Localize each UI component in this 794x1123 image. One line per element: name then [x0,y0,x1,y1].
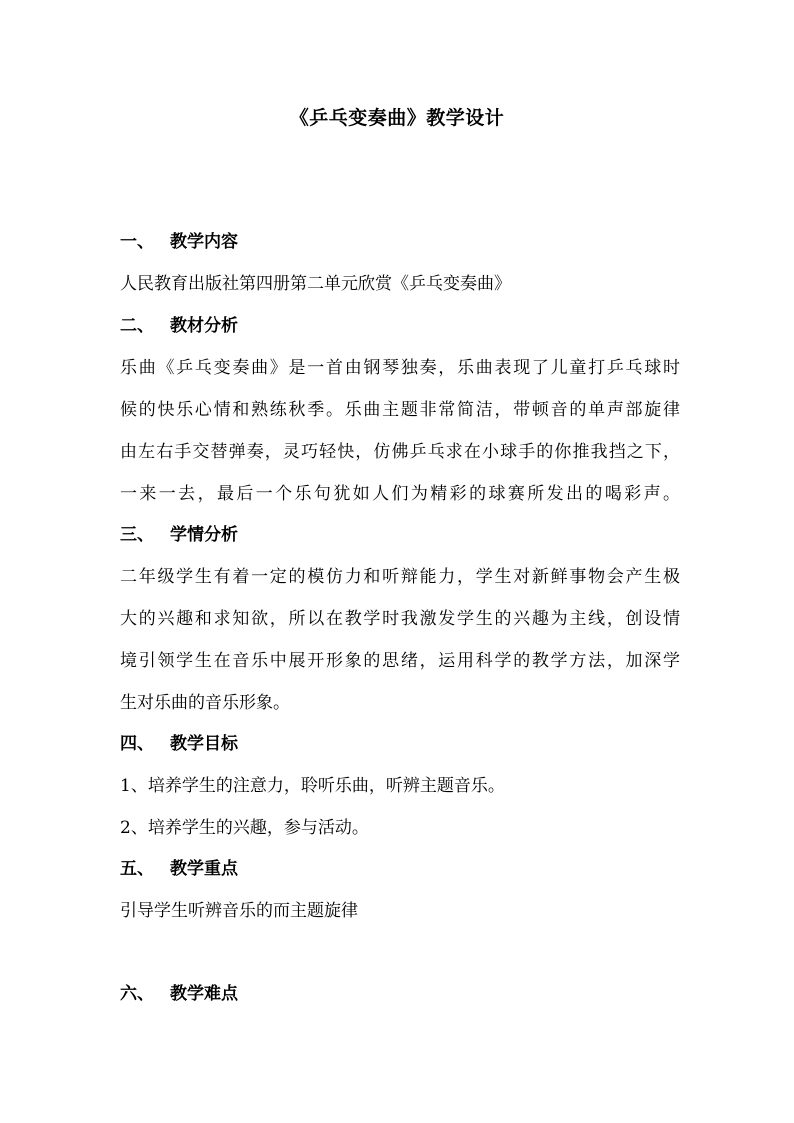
section-number: 一、 [120,232,154,252]
section-title: 教学难点 [170,984,238,1004]
section-title: 教学重点 [170,859,238,879]
paragraph-line: 一来一去，最后一个乐句犹如人们为精彩的球赛所发出的喝彩声。 [120,484,680,504]
paragraph-line: 由左右手交替弹奏，灵巧轻快，仿佛乒乓求在小球手的你推我挡之下， [120,442,680,462]
paragraph-line: 生对乐曲的音乐形象。 [120,693,290,713]
section-number: 六、 [120,984,154,1004]
section-heading-1 [120,229,238,255]
section-title: 学情分析 [170,525,238,545]
paragraph-line: 乐曲《乒乓变奏曲》是一首由钢琴独奏，乐曲表现了儿童打乒乓球时 [120,358,680,378]
section-number: 五、 [120,859,154,879]
paragraph-line: 境引领学生在音乐中展开形象的思绪，运用科学的教学方法，加深学 [120,651,680,671]
paragraph-line: 大的兴趣和求知欲，所以在教学时我激发学生的兴趣为主线，创设情 [120,609,680,629]
section-title: 教材分析 [170,316,238,336]
section-heading-5 [120,856,238,882]
paragraph-line: 人民教育出版社第四册第二单元欣赏《乒乓变奏曲》 [120,274,511,294]
section-heading-3 [120,522,238,548]
paragraph-line: 二年级学生有着一定的模仿力和听辩能力，学生对新鲜事物会产生极 [120,567,680,587]
section-heading-6 [120,981,238,1007]
section-heading-2 [120,313,238,339]
section-number: 四、 [120,734,154,754]
document-title: 《乒乓变奏曲》教学设计 [289,107,505,129]
paragraph-line: 2、培养学生的兴趣，参与活动。 [120,818,369,838]
section-number: 三、 [120,525,154,545]
paragraph-line: 1、培养学生的注意力，聆听乐曲，听辨主题音乐。 [120,776,505,796]
section-title: 教学目标 [170,734,238,754]
paragraph-line: 候的快乐心情和熟练秋季。乐曲主题非常简洁，带顿音的单声部旋律 [120,400,680,420]
section-title: 教学内容 [170,232,238,252]
section-heading-4 [120,731,238,757]
section-number: 二、 [120,316,154,336]
paragraph-line: 引导学生听辨音乐的而主题旋律 [120,901,358,921]
